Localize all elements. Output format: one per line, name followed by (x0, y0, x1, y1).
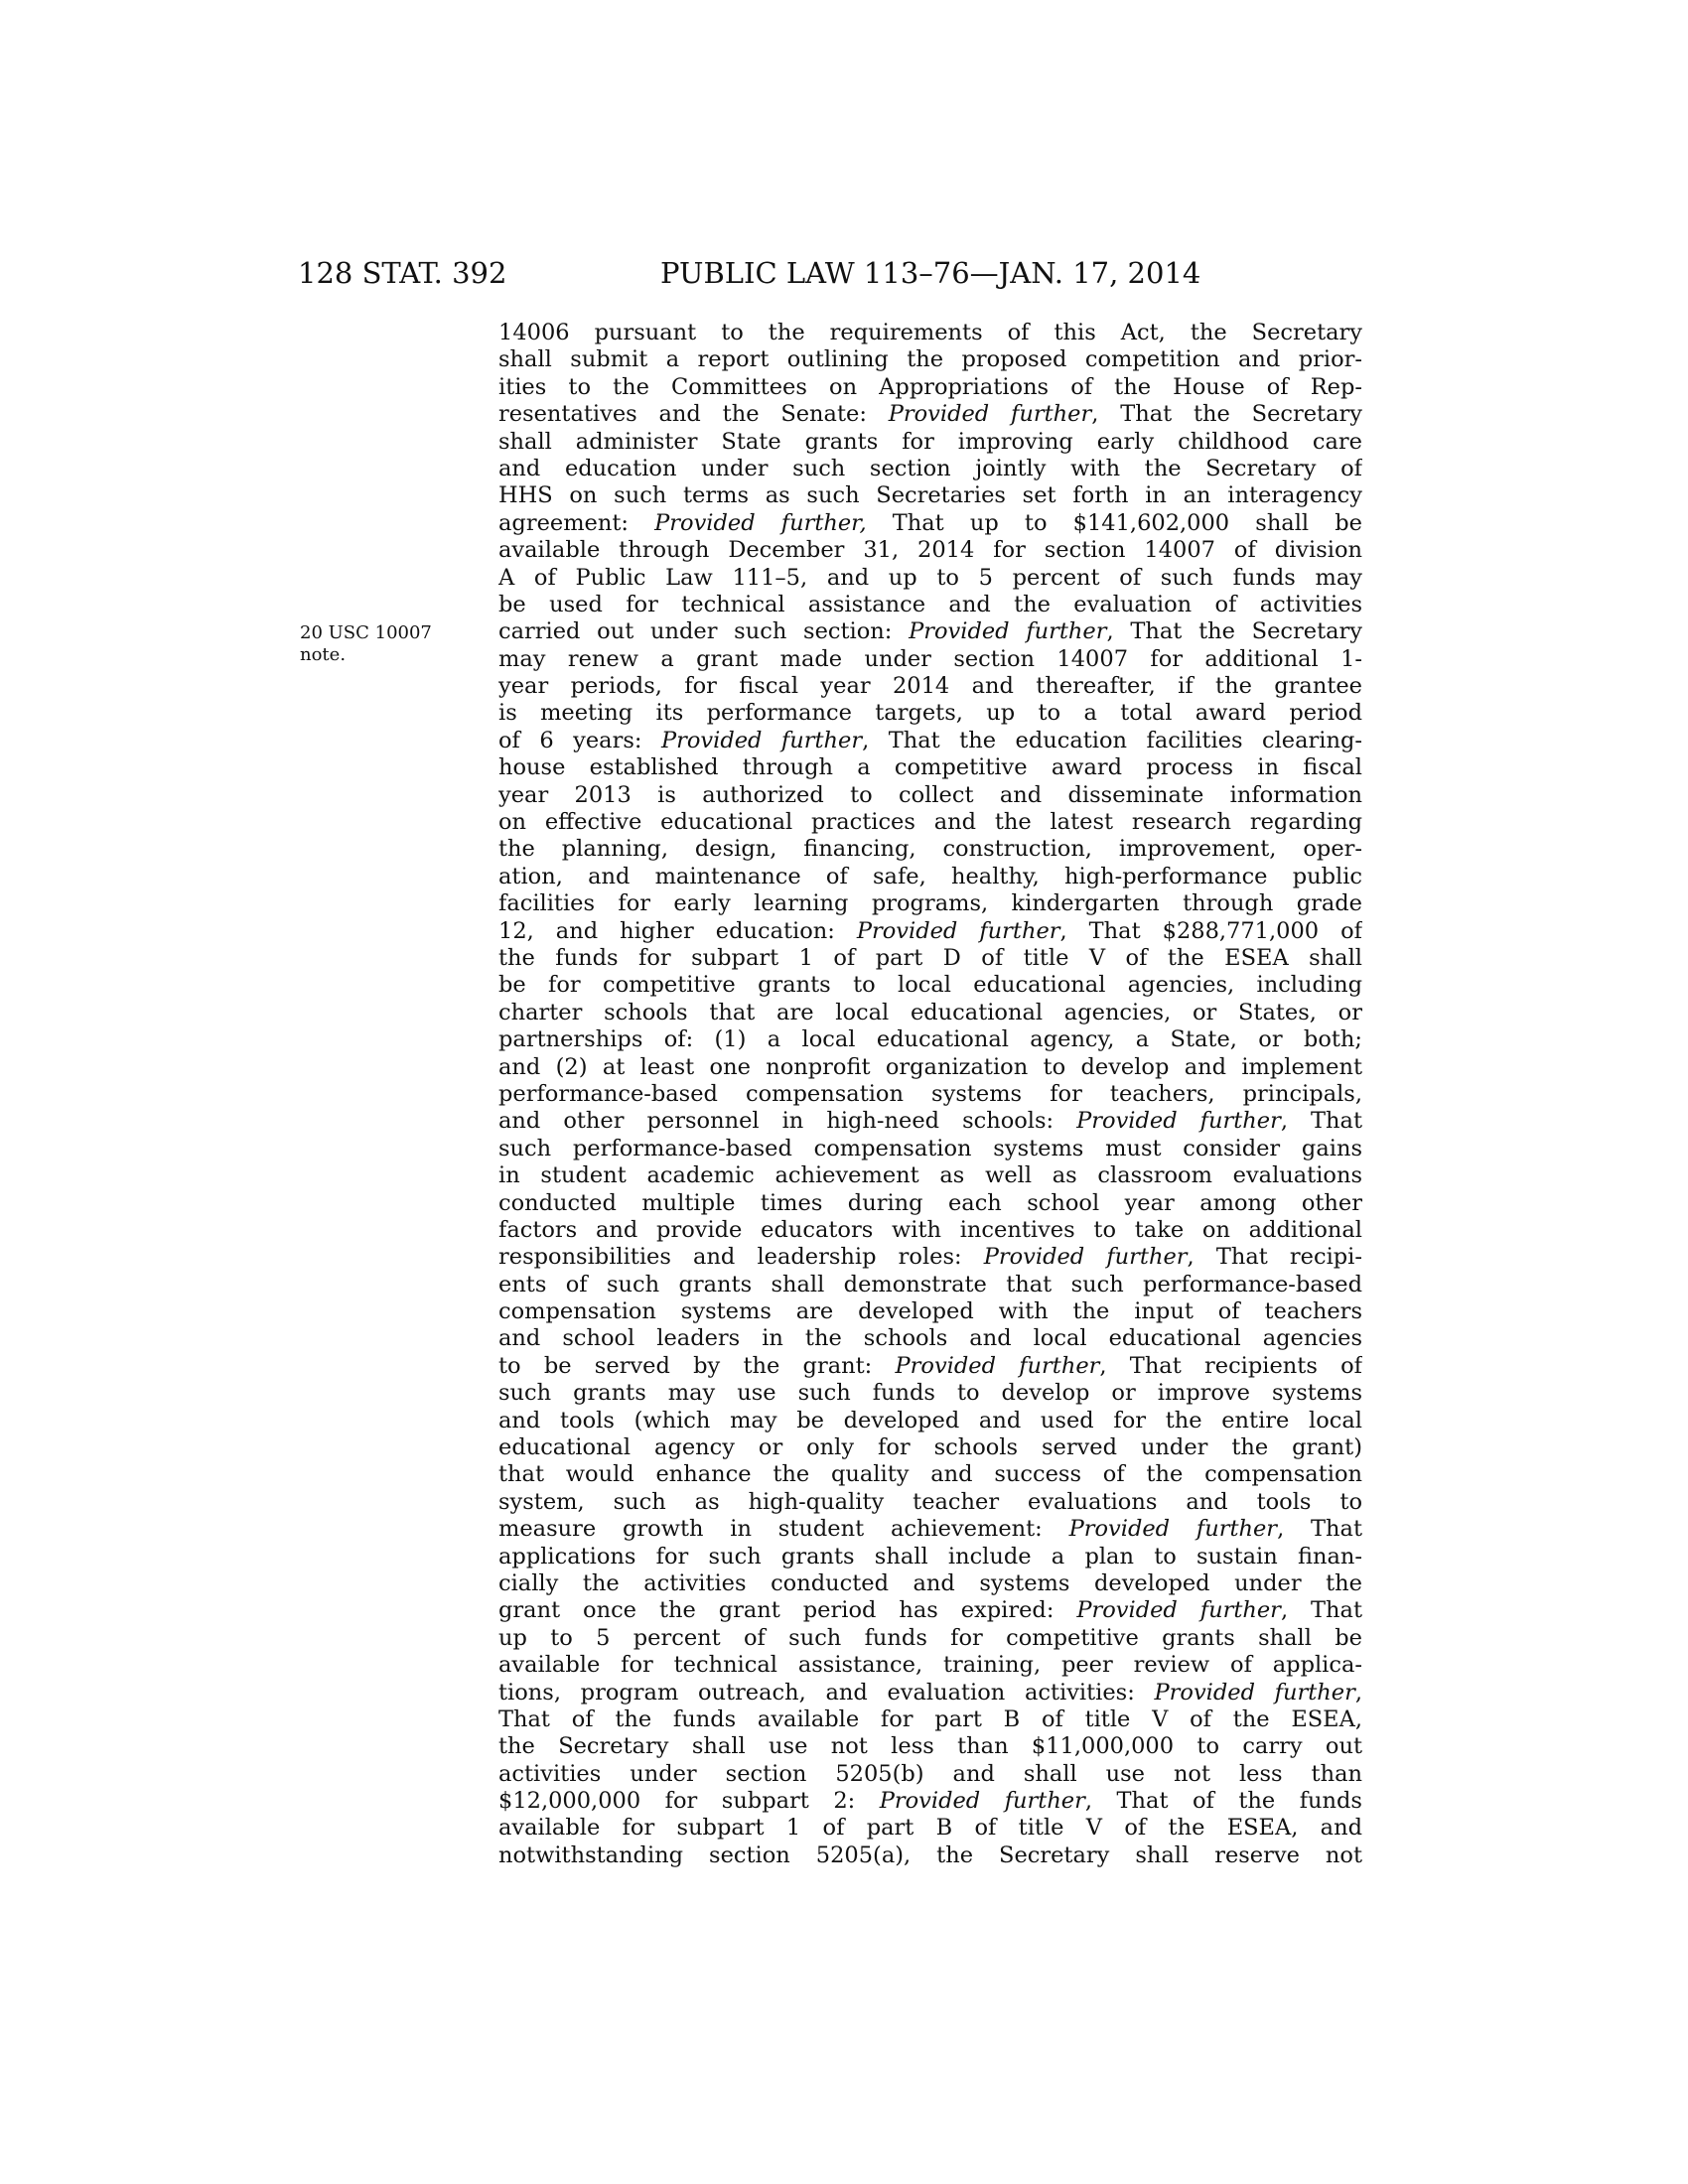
text-segment: facilities for early learning programs, kindergarten through grade (498, 890, 1362, 917)
text-segment: cially the activities conducted and systems developed under the (498, 1570, 1362, 1596)
text-line (498, 401, 1362, 428)
text-line (498, 1217, 1362, 1244)
text-line (498, 1325, 1362, 1352)
text-line (498, 1108, 1362, 1135)
text-segment: of 6 years: (498, 727, 661, 753)
text-segment: , That (1280, 1597, 1362, 1624)
text-line (498, 1380, 1362, 1407)
text-line (498, 1162, 1362, 1189)
text-segment: notwithstanding section 5205(a), the Secretary shall reserve not (498, 1842, 1362, 1868)
text-line (498, 945, 1362, 972)
text-segment: and school leaders in the schools and local educational agencies (498, 1325, 1362, 1352)
text-segment: be used for technical assistance and the evaluation of activities (498, 591, 1362, 617)
text-line (498, 1597, 1362, 1624)
text-segment: the planning, design, financing, construction, improvement, oper- (498, 836, 1362, 863)
text-segment: tions, program outreach, and evaluation activities: (498, 1679, 1155, 1706)
text-segment: , That the education facilities clearing- (862, 727, 1362, 753)
text-line (498, 1000, 1362, 1026)
text-line (498, 918, 1362, 945)
text-line (498, 646, 1362, 673)
italic-phrase: Provided further (909, 618, 1107, 645)
margin-citation-suffix: note. (300, 644, 347, 665)
text-line (498, 456, 1362, 482)
text-segment: that would enhance the quality and success of the compensation (498, 1461, 1362, 1488)
text-segment: , That $288,771,000 of (1059, 917, 1362, 944)
text-line (498, 1081, 1362, 1108)
text-line (498, 728, 1362, 754)
text-line (498, 1136, 1362, 1162)
text-segment: to be served by the grant: (498, 1352, 896, 1379)
text-segment: responsibilities and leadership roles: (498, 1244, 984, 1271)
text-segment: That up to $141,602,000 shall be (866, 509, 1362, 536)
text-line (498, 1680, 1362, 1706)
text-segment: carried out under such section: (498, 618, 910, 645)
text-segment: charter schools that are local educational agencies, or States, or (498, 999, 1362, 1025)
text-segment: year periods, for fiscal year 2014 and thereafter, if the grantee (498, 673, 1362, 700)
text-line (498, 782, 1362, 809)
text-line (498, 1652, 1362, 1679)
text-line (498, 1434, 1362, 1461)
italic-phrase: Provided further (879, 1788, 1085, 1815)
text-segment: educational agency or only for schools served under the grant) (498, 1434, 1362, 1461)
text-segment: and other personnel in high-need schools: (498, 1108, 1077, 1135)
text-line (498, 890, 1362, 917)
text-segment: , That recipients of (1099, 1352, 1362, 1379)
text-segment: compensation systems are developed with the input of teachers (498, 1298, 1362, 1325)
text-segment: up to 5 percent of such funds for competitive grants shall be (498, 1624, 1362, 1651)
text-segment: shall administer State grants for improving early childhood care (498, 428, 1362, 455)
text-line (498, 1353, 1362, 1380)
text-line (498, 1026, 1362, 1053)
text-segment: ents of such grants shall demonstrate that such performance-based (498, 1271, 1362, 1297)
italic-phrase: Provided further (888, 401, 1092, 428)
italic-phrase: Provided further (856, 917, 1060, 944)
text-segment: 14006 pursuant to the requirements of this Act, the Secretary (498, 320, 1362, 345)
italic-phrase: Provided further (1076, 1597, 1281, 1624)
text-segment: partnerships of: (1) a local educational agency, a State, or both; (498, 1026, 1362, 1053)
text-line (498, 1489, 1362, 1516)
text-segment: , That of the funds (1084, 1788, 1362, 1815)
text-line (498, 1244, 1362, 1271)
italic-phrase: Provided further (1076, 1108, 1281, 1135)
text-line (498, 1516, 1362, 1543)
text-segment: agreement: (498, 509, 655, 536)
public-law-title: PUBLIC LAW 113–76—JAN. 17, 2014 (660, 256, 1201, 290)
text-line (498, 673, 1362, 700)
text-segment: year 2013 is authorized to collect and disseminate information (498, 781, 1362, 808)
text-segment: $12,000,000 for subpart 2: (498, 1788, 880, 1815)
text-line (498, 1733, 1362, 1760)
text-line (498, 1788, 1362, 1815)
text-line (498, 1570, 1362, 1597)
text-segment: such performance-based compensation systems must consider gains (498, 1135, 1362, 1161)
text-segment: activities under section 5205(b) and shall use not less than (498, 1760, 1362, 1787)
text-line (498, 700, 1362, 727)
page-header (298, 256, 1350, 290)
text-line (498, 1298, 1362, 1325)
text-segment: applications for such grants shall include a plan to sustain finan- (498, 1543, 1362, 1570)
text-line (498, 864, 1362, 890)
text-line (498, 1461, 1362, 1488)
text-segment: available for subpart 1 of part B of title V of the ESEA, and (498, 1815, 1362, 1842)
text-line (498, 565, 1362, 592)
text-line (498, 972, 1362, 999)
italic-phrase: Provided further (983, 1244, 1188, 1271)
text-segment: shall submit a report outlining the proposed competition and prior- (498, 346, 1362, 373)
margin-citation-note (300, 622, 449, 666)
text-line (498, 618, 1362, 645)
italic-phrase: Provided further (1068, 1516, 1278, 1543)
italic-phrase: Provided further (1154, 1679, 1355, 1706)
text-segment: , That (1280, 1108, 1362, 1135)
text-segment: factors and provide educators with incentives to take on additional (498, 1216, 1362, 1243)
stat-page-number: 128 STAT. 392 (298, 256, 507, 290)
text-segment: is meeting its performance targets, up to a total award period (498, 700, 1362, 727)
text-line (498, 374, 1362, 401)
text-line (498, 1625, 1362, 1652)
text-segment: and education under such section jointly with the Secretary of (498, 455, 1362, 481)
text-segment: , (1354, 1679, 1362, 1706)
text-line (498, 429, 1362, 456)
text-line (498, 537, 1362, 564)
text-segment: , That recipi- (1187, 1244, 1362, 1271)
italic-phrase: Provided further (895, 1352, 1100, 1379)
text-segment: A of Public Law 111–5, and up to 5 percent of such funds may (498, 564, 1362, 591)
text-line (498, 1408, 1362, 1434)
text-line (498, 1272, 1362, 1298)
italic-phrase: Provided further (660, 727, 863, 753)
text-segment: ation, and maintenance of safe, healthy, high-performance public (498, 863, 1362, 889)
text-segment: available through December 31, 2014 for section 14007 of division (498, 537, 1362, 564)
text-segment: , That the Secretary (1106, 618, 1362, 645)
text-segment: system, such as high-quality teacher evaluations and tools to (498, 1488, 1362, 1515)
text-segment: the Secretary shall use not less than $11,000,000 to carry out (498, 1733, 1362, 1760)
text-segment: resentatives and the Senate: (498, 401, 889, 428)
text-segment: such grants may use such funds to develop or improve systems (498, 1380, 1362, 1407)
text-line (498, 1815, 1362, 1842)
text-segment: and tools (which may be developed and used for the entire local (498, 1407, 1362, 1433)
text-line (498, 1054, 1362, 1081)
text-line (498, 1544, 1362, 1570)
text-segment: , That (1277, 1516, 1362, 1543)
text-segment: in student academic achievement as well as classroom evaluations (498, 1162, 1362, 1189)
text-line (498, 1190, 1362, 1217)
text-segment: conducted multiple times during each school year among other (498, 1189, 1362, 1216)
text-line (498, 836, 1362, 863)
text-line (498, 809, 1362, 836)
text-line (498, 320, 1362, 346)
statute-body-text (498, 320, 1362, 1869)
text-segment: the funds for subpart 1 of part D of title V of the ESEA shall (498, 944, 1362, 971)
text-segment: grant once the grant period has expired: (498, 1597, 1077, 1624)
text-segment: house established through a competitive award process in fiscal (498, 754, 1362, 781)
italic-phrase: Provided further, (654, 509, 867, 536)
margin-citation-code: 20 USC 10007 (300, 622, 432, 643)
text-line (498, 346, 1362, 373)
text-segment: and (2) at least one nonprofit organization to develop and implement (498, 1053, 1362, 1080)
text-line (498, 1843, 1362, 1869)
text-segment: ities to the Committees on Appropriations of the House of Rep- (498, 373, 1362, 400)
text-segment: That of the funds available for part B of title V of the ESEA, (498, 1706, 1362, 1732)
text-line (498, 1706, 1362, 1733)
text-segment: available for technical assistance, training, peer review of applica- (498, 1652, 1362, 1679)
text-segment: be for competitive grants to local educational agencies, including (498, 972, 1362, 999)
text-segment: may renew a grant made under section 14007 for additional 1- (498, 645, 1362, 672)
text-segment: performance-based compensation systems for teachers, principals, (498, 1080, 1362, 1107)
text-line (498, 482, 1362, 509)
text-segment: , That the Secretary (1091, 401, 1362, 428)
text-line (498, 592, 1362, 618)
text-segment: measure growth in student achievement: (498, 1516, 1069, 1543)
text-line (498, 754, 1362, 781)
text-line (498, 510, 1362, 537)
text-line (498, 1761, 1362, 1788)
text-segment: on effective educational practices and the latest research regarding (498, 809, 1362, 836)
text-segment: HHS on such terms as such Secretaries set forth in an interagency (498, 482, 1362, 509)
text-segment: 12, and higher education: (498, 917, 857, 944)
